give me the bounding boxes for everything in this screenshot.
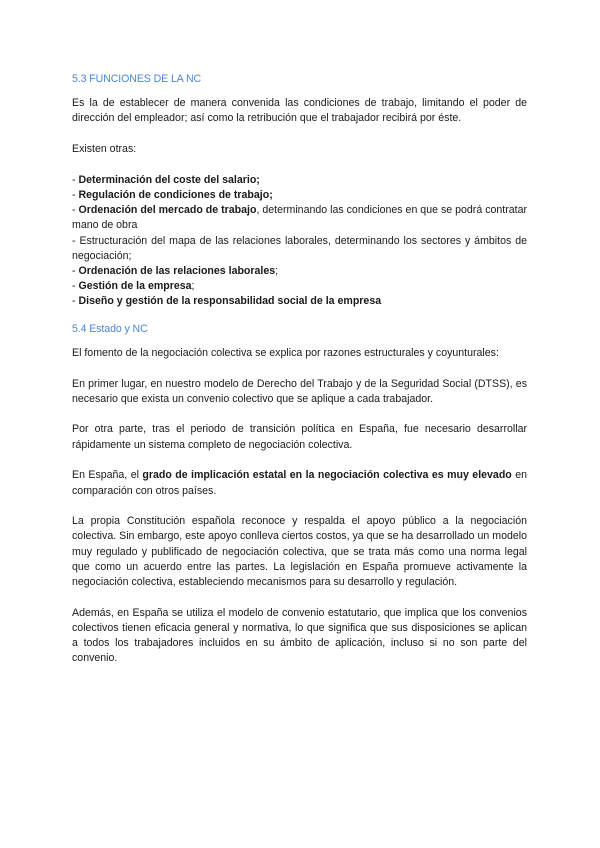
list-item-bold-text: Ordenación de las relaciones laborales: [78, 265, 276, 278]
list-item-text: ;: [275, 265, 279, 278]
list-item-text: ;: [191, 280, 195, 293]
list-item-text: Estructuración del mapa de las relaciones laborales, determinando los sectores y ámbitos de negociación;: [72, 234, 527, 262]
list-item-bold-text: Gestión de la empresa: [78, 280, 192, 293]
paragraph-text: En España, el: [72, 469, 143, 482]
list-item-bullet: -: [72, 173, 79, 186]
list-item: [72, 203, 527, 233]
list-item-bold-text: Ordenación del mercado de trabajo: [78, 204, 257, 217]
list-item-bullet: -: [72, 234, 80, 247]
others-label: Existen otras:: [72, 143, 137, 156]
list-item-text: , determinando las condiciones en que se podrá contratar mano de obra: [72, 204, 527, 232]
list-item: [72, 279, 527, 294]
paragraph-convenio-estatutario: Además, en España se utiliza el modelo de convenio estatutario, que implica que los convenios colectivos tienen eficacia general y normativa, lo que significa que sus disposiciones se aplican a todos los trabajadores incluidos en su ámbito de aplicación, incluso si no son parte del convenio.: [72, 606, 527, 665]
section-heading-5-4: 5.4 Estado y NC: [72, 322, 148, 335]
list-item-bullet: -: [72, 189, 79, 202]
list-item-bold-text: Regulación de condiciones de trabajo;: [78, 189, 273, 202]
paragraph-bold-text: grado de implicación estatal en la negociación colectiva es muy elevado: [142, 469, 512, 482]
list-item: [72, 234, 527, 264]
functions-list: [72, 173, 527, 310]
section-heading-5-3: 5.3 FUNCIONES DE LA NC: [72, 73, 202, 85]
functions-intro-paragraph: Es la de establecer de manera convenida las condiciones de trabajo, limitando el poder de dirección del empleador; así como la retribución que el trabajador recibirá por éste.: [72, 97, 527, 125]
list-item: [72, 294, 527, 309]
list-item: [72, 188, 527, 203]
list-item-bold-text: Diseño y gestión de la responsabilidad social de la empresa: [78, 295, 382, 308]
paragraph-implicacion-estatal: [72, 468, 527, 498]
paragraph-text: en comparación con otros países.: [72, 469, 527, 497]
list-item-bullet: -: [72, 204, 79, 217]
paragraph-primer-lugar: En primer lugar, en nuestro modelo de Derecho del Trabajo y de la Seguridad Social (DTSS), es necesario que exista un convenio colectivo que se aplique a cada trabajador.: [72, 377, 527, 405]
paragraph-fomento: El fomento de la negociación colectiva se explica por razones estructurales y coyunturales:: [72, 346, 499, 359]
list-item-bullet: -: [72, 295, 79, 308]
list-item-bullet: -: [72, 280, 79, 293]
paragraph-por-otra-parte: Por otra parte, tras el periodo de transición política en España, fue necesario desarrollar rápidamente un sistema completo de negociación colectiva.: [72, 423, 527, 451]
document-page: [72, 72, 527, 682]
list-item: [72, 173, 527, 188]
list-item-bold-text: Determinación del coste del salario;: [78, 173, 260, 186]
list-item-bullet: -: [72, 265, 79, 278]
list-item: [72, 264, 527, 279]
paragraph-constitucion: La propia Constitución española reconoce y respalda el apoyo público a la negociación colectiva. Sin embargo, este apoyo conlleva ciertos costos, ya que se ha desarrollado un modelo muy regulado y publificado de negociación colectiva, que se trata más como una norma legal que como un acuerdo entre las partes. La legislación en España promueve activamente la negociación colectiva, estableciendo mecanismos para su desarrollo y regulación.: [72, 515, 527, 589]
